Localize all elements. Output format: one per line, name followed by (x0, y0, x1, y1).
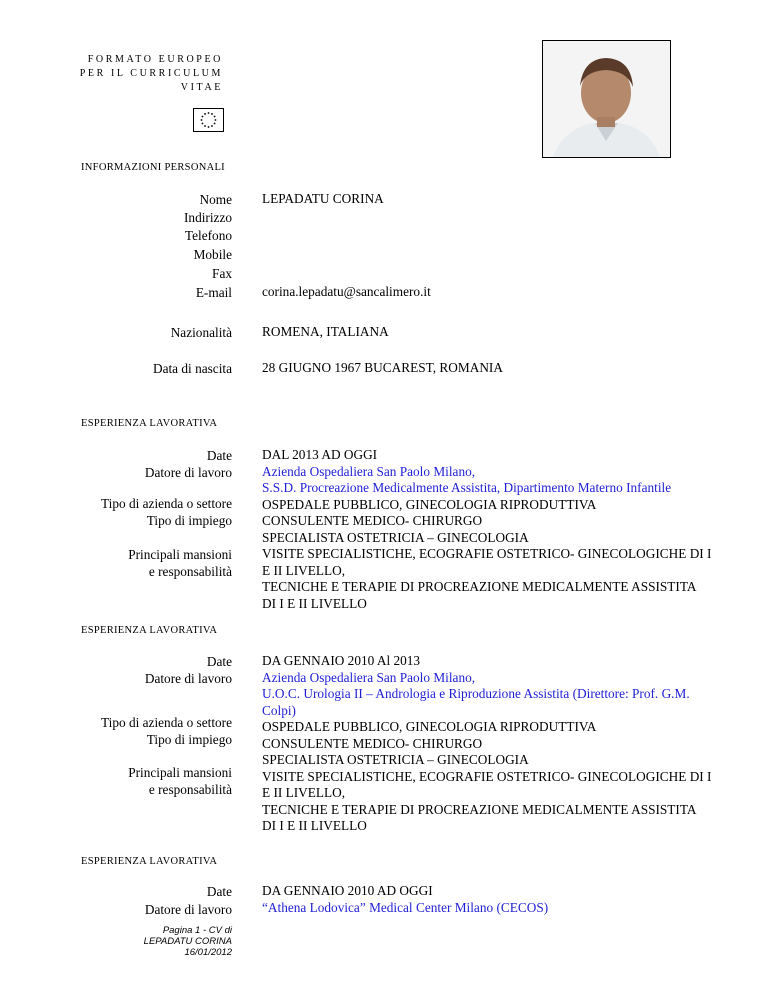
cv-format-title-line3: VITAE (180, 82, 223, 93)
experience-1-duties-line2: E II LIVELLO, (262, 562, 346, 578)
experience-1-details (262, 447, 712, 612)
experience-2-duties-line3: TECNICHE E TERAPIE DI PROCREAZIONE MEDICALMENTE ASSISTITA (262, 801, 697, 817)
label-mansioni: Principali mansioni (128, 547, 232, 562)
eu-flag-icon (193, 108, 224, 132)
experience-1-date: DAL 2013 AD OGGI (262, 447, 378, 462)
eu-star (208, 126, 210, 128)
experience-1-job-type-line2: SPECIALISTA OSTETRICIA – GINECOLOGIA (262, 529, 529, 545)
experience-2-job-type-line1: CONSULENTE MEDICO- CHIRURGO (262, 735, 483, 751)
section-title-experience-1: ESPERIENZA LAVORATIVA (81, 418, 218, 429)
cv-format-title-line1: FORMATO EUROPEO (87, 54, 223, 65)
label-date: Date (206, 884, 232, 899)
label-data-nascita: Data di nascita (152, 361, 232, 376)
footer-page-label: Pagina 1 - CV di (162, 925, 232, 936)
eu-star (214, 123, 216, 125)
experience-2-employer-line2: U.O.C. Urologia II – Andrologia e Riproduzione Assistita (Direttore: Prof. G.M. (262, 686, 690, 701)
cv-format-title-line2: PER IL CURRICULUM (79, 68, 223, 79)
label-mobile: Mobile (193, 247, 232, 262)
experience-1-employer-line2: S.S.D. Procreazione Medicalmente Assistita, Dipartimento Materno Infantile (262, 480, 672, 495)
experience-1-sector: OSPEDALE PUBBLICO, GINECOLOGIA RIPRODUTTIVA (262, 496, 597, 512)
value-email[interactable]: corina.lepadatu@sancalimero.it (262, 284, 431, 299)
label-datore: Datore di lavoro (144, 902, 232, 917)
experience-2-employer-line1: Azienda Ospedaliera San Paolo Milano, (262, 669, 476, 685)
page-footer (144, 925, 232, 958)
experience-1-duties-line4: DI I E II LIVELLO (262, 595, 367, 611)
label-datore: Datore di lavoro (144, 671, 232, 686)
experience-2-details (262, 653, 712, 835)
experience-2-duties-line1: VISITE SPECIALISTICHE, ECOGRAFIE OSTETRICO- GINECOLOGICHE DI I (262, 768, 712, 784)
label-date: Date (206, 448, 232, 463)
value-nazionalita: ROMENA, ITALIANA (262, 324, 389, 339)
experience-2-date: DA GENNAIO 2010 Al 2013 (262, 653, 421, 668)
value-nome: LEPADATU CORINA (262, 191, 384, 206)
label-responsabilita: e responsabilità (148, 564, 232, 579)
eu-star (211, 125, 213, 127)
label-email: E-mail (195, 285, 232, 300)
eu-star (208, 112, 210, 114)
experience-1-duties-line3: TECNICHE E TERAPIE DI PROCREAZIONE MEDICALMENTE ASSISTITA (262, 579, 697, 594)
section-title-experience-2: ESPERIENZA LAVORATIVA (81, 625, 218, 636)
experience-2-employer-line3: Colpi) (262, 702, 296, 718)
eu-star (201, 119, 203, 121)
footer-name: LEPADATU CORINA (143, 936, 232, 947)
label-telefono: Telefono (184, 228, 232, 243)
label-indirizzo: Indirizzo (184, 210, 232, 225)
footer-date: 16/01/2012 (184, 947, 232, 958)
eu-star (211, 113, 213, 115)
eu-star (204, 125, 206, 127)
experience-3-date: DA GENNAIO 2010 AD OGGI (262, 883, 433, 898)
eu-star (202, 116, 204, 118)
experience-1-duties-line1: VISITE SPECIALISTICHE, ECOGRAFIE OSTETRICO- GINECOLOGICHE DI I (262, 546, 712, 561)
experience-2-job-type-line2: SPECIALISTA OSTETRICIA – GINECOLOGIA (262, 752, 529, 767)
experience-2-duties-line4: DI I E II LIVELLO (262, 818, 367, 833)
experience-1-job-type-line1: CONSULENTE MEDICO- CHIRURGO (262, 513, 483, 528)
label-nazionalita: Nazionalità (170, 325, 232, 340)
experience-1-employer-line1: Azienda Ospedaliera San Paolo Milano, (262, 463, 476, 479)
eu-star (204, 113, 206, 115)
label-fax: Fax (212, 266, 232, 281)
value-data-nascita: 28 GIUGNO 1967 BUCAREST, ROMANIA (262, 360, 503, 375)
label-tipo-impiego: Tipo di impiego (146, 732, 232, 747)
experience-3-details (262, 883, 712, 916)
experience-2-duties-line2: E II LIVELLO, (262, 785, 346, 800)
section-title-personal: INFORMAZIONI PERSONALI (81, 162, 225, 173)
label-responsabilita: e responsabilità (148, 782, 232, 797)
experience-2-sector: OSPEDALE PUBBLICO, GINECOLOGIA RIPRODUTTIVA (262, 719, 597, 734)
label-date: Date (206, 654, 232, 669)
label-datore: Datore di lavoro (144, 465, 232, 480)
portrait-photo (542, 40, 671, 158)
label-mansioni: Principali mansioni (128, 765, 232, 780)
eu-star (202, 123, 204, 125)
eu-star (214, 116, 216, 118)
section-title-experience-3: ESPERIENZA LAVORATIVA (81, 856, 218, 867)
label-tipo-azienda: Tipo di azienda o settore (101, 715, 232, 730)
label-tipo-impiego: Tipo di impiego (146, 513, 232, 528)
eu-star (215, 119, 217, 121)
label-tipo-azienda: Tipo di azienda o settore (101, 496, 232, 511)
experience-3-employer-line1: “Athena Lodovica” Medical Center Milano (CECOS) (262, 899, 549, 915)
label-nome: Nome (199, 192, 232, 207)
